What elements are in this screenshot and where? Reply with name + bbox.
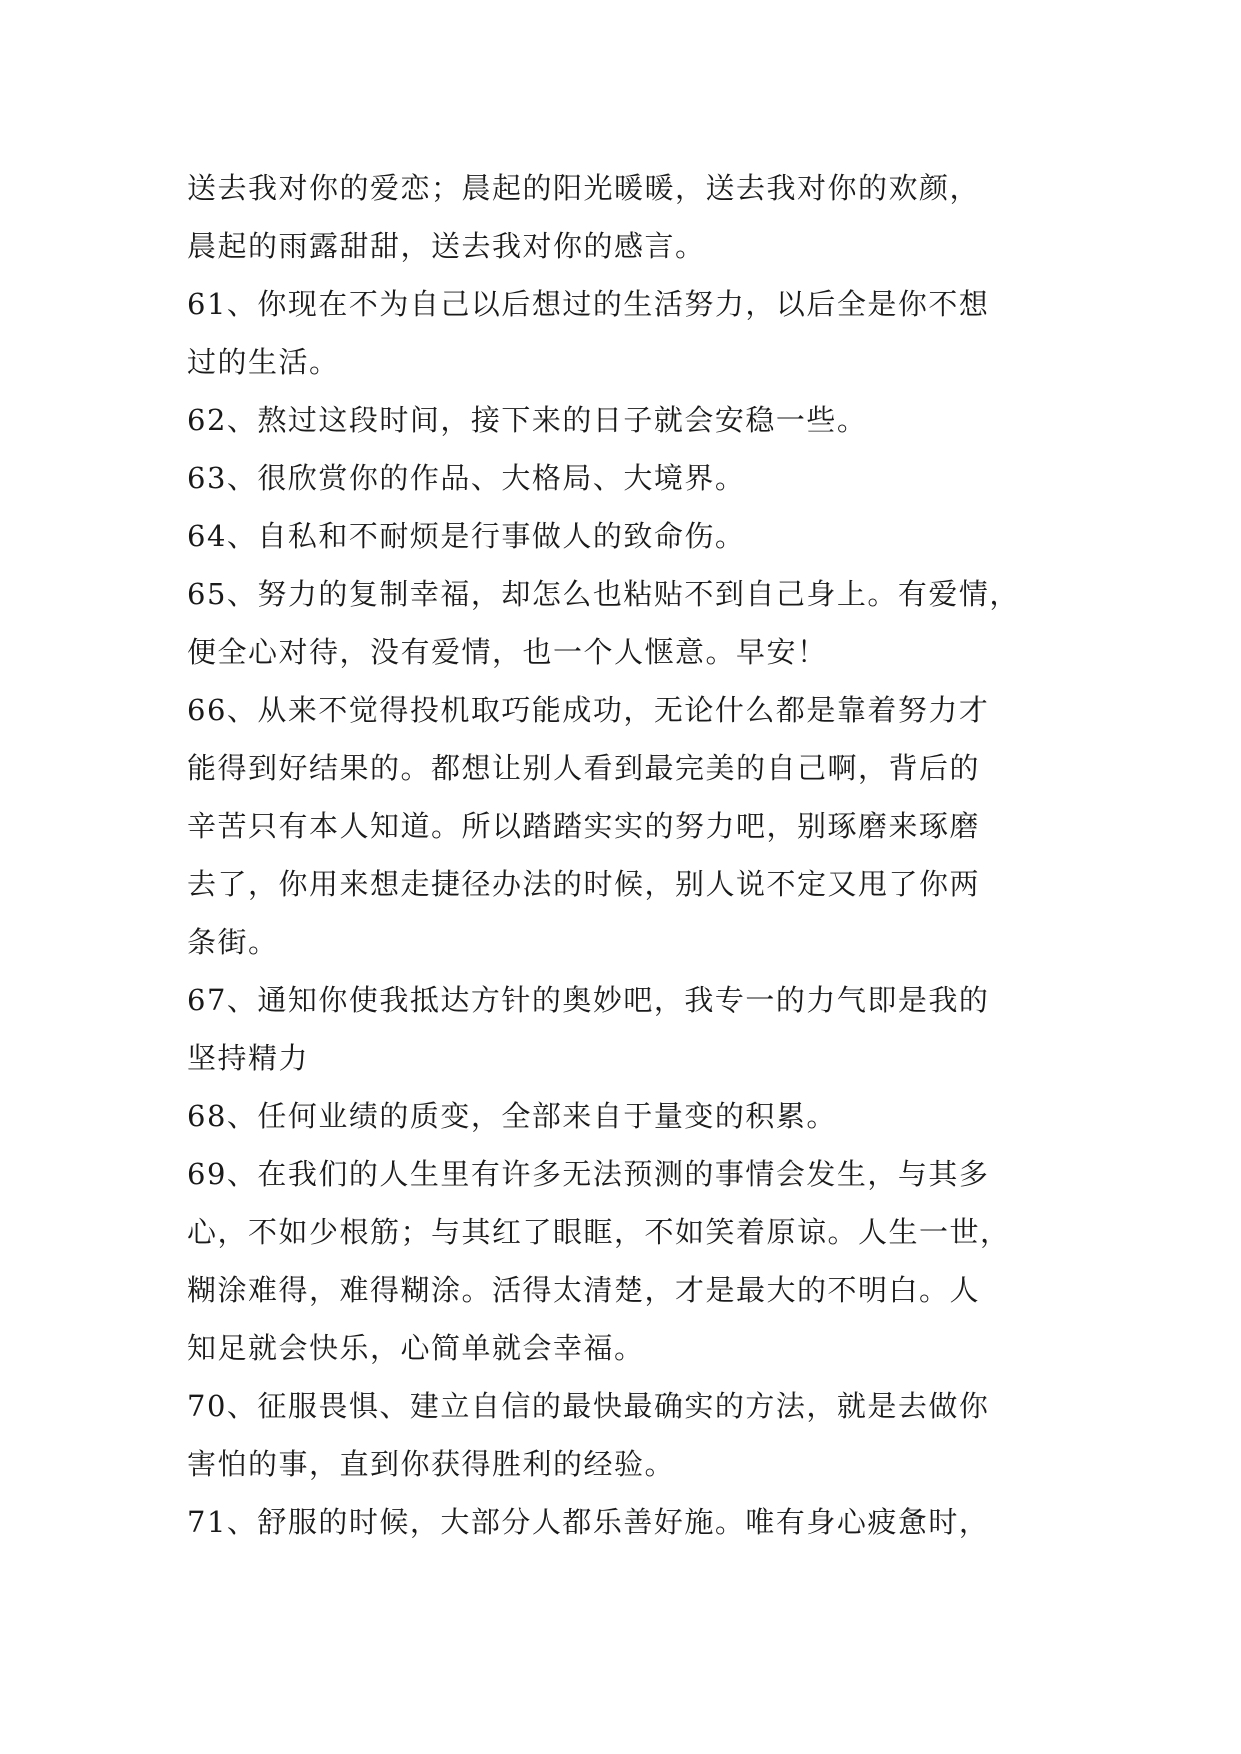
text-line: 68、任何业绩的质变，全部来自于量变的积累。 <box>187 1099 837 1133</box>
text-line: 害怕的事，直到你获得胜利的经验。 <box>187 1447 676 1481</box>
text-line: 辛苦只有本人知道。所以踏踏实实的努力吧，别琢磨来琢磨 <box>187 809 981 843</box>
text-line: 送去我对你的爱恋；晨起的阳光暖暖，送去我对你的欢颜， <box>187 171 981 205</box>
text-line: 糊涂难得，难得糊涂。活得太清楚，才是最大的不明白。人 <box>187 1273 981 1307</box>
text-line: 过的生活。 <box>187 345 340 379</box>
text-line: 64、自私和不耐烦是行事做人的致命伤。 <box>187 519 746 553</box>
text-line: 知足就会快乐，心简单就会幸福。 <box>187 1331 645 1365</box>
text-line: 70、征服畏惧、建立自信的最快最确实的方法，就是去做你 <box>187 1389 990 1423</box>
text-line: 便全心对待，没有爱情，也一个人惬意。早安！ <box>187 635 828 669</box>
text-line: 65、努力的复制幸福，却怎么也粘贴不到自己身上。有爱情， <box>187 577 1020 611</box>
document-body <box>187 159 1067 1551</box>
text-line: 能得到好结果的。都想让别人看到最完美的自己啊，背后的 <box>187 751 981 785</box>
text-line: 67、通知你使我抵达方针的奥妙吧，我专一的力气即是我的 <box>187 983 990 1017</box>
text-line: 条街。 <box>187 925 279 959</box>
text-line: 61、你现在不为自己以后想过的生活努力，以后全是你不想 <box>187 287 990 321</box>
text-line: 62、熬过这段时间，接下来的日子就会安稳一些。 <box>187 403 868 437</box>
text-line: 63、很欣赏你的作品、大格局、大境界。 <box>187 461 746 495</box>
text-line: 69、在我们的人生里有许多无法预测的事情会发生，与其多 <box>187 1157 990 1191</box>
text-line: 晨起的雨露甜甜，送去我对你的感言。 <box>187 229 706 263</box>
text-line: 66、从来不觉得投机取巧能成功，无论什么都是靠着努力才 <box>187 693 990 727</box>
text-line: 71、舒服的时候，大部分人都乐善好施。唯有身心疲惫时， <box>187 1505 990 1539</box>
text-line: 心，不如少根筋；与其红了眼眶，不如笑着原谅。人生一世， <box>187 1215 1011 1249</box>
text-line: 坚持精力 <box>187 1041 310 1075</box>
text-line: 去了，你用来想走捷径办法的时候，别人说不定又甩了你两 <box>187 867 981 901</box>
